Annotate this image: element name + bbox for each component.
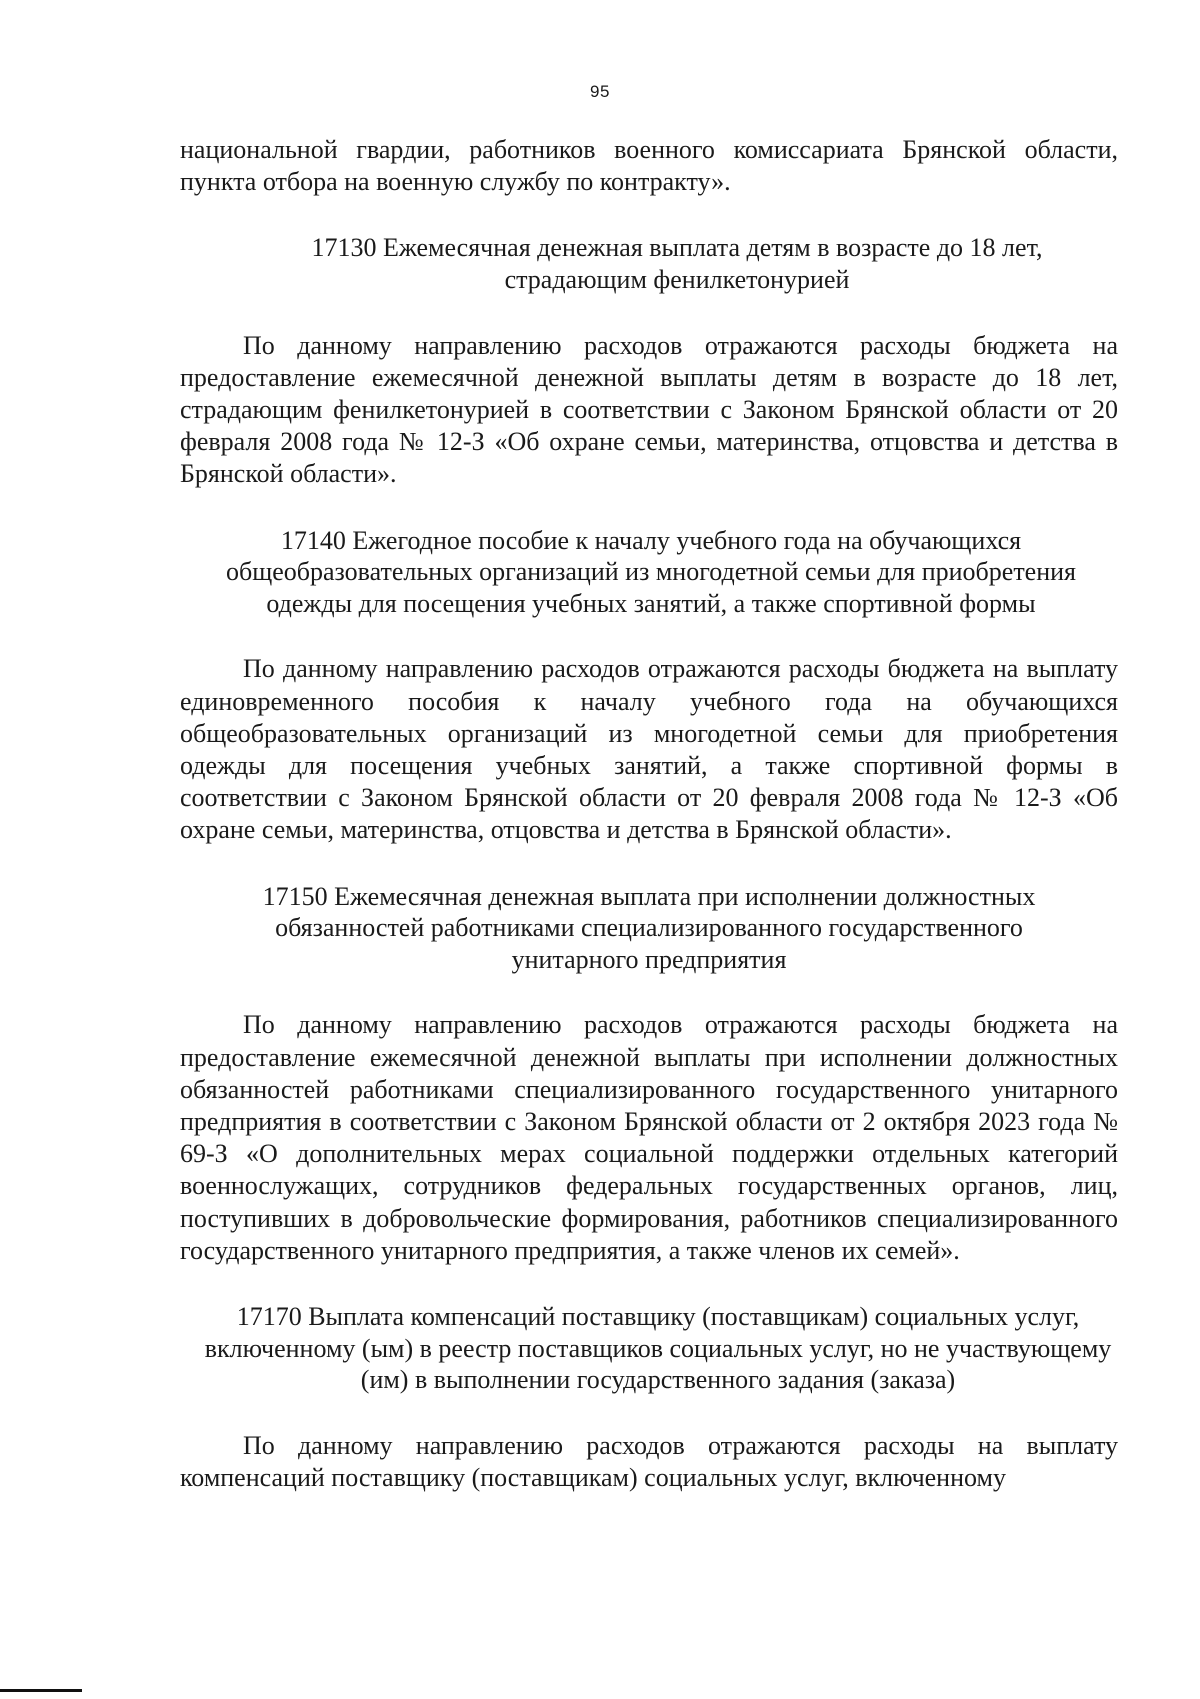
section-heading-17150: 17150 Ежемесячная денежная выплата при исполнении должностных обязанностей работниками специализированного государственного унитарного предприятия xyxy=(262,881,1036,974)
section-heading-17170: 17170 Выплата компенсаций поставщику (поставщикам) социальных услуг, включенному (ым) в реестр поставщиков социальных услуг, но не участвующему (им) в выполнении государственного задания (заказа) xyxy=(204,1302,1112,1395)
paragraph-continuation: национальной гвардии, работников военного комиссариата Брянской области, пункта отбора на военную службу по контракту». xyxy=(180,135,1118,197)
paragraph-17140: По данному направлению расходов отражаются расходы бюджета на выплату единовременного пособия к началу учебного года на обучающихся общеобразовательных организаций из многодетной семьи для приобретения одежды для посещения учебных занятий, а также спортивной формы в соответствии с Законом Брянской области от 20 февраля 2008 года № 12-З «Об охране семьи, материнства, отцовства и детства в Брянской области». xyxy=(180,654,1118,845)
paragraph-17150: По данному направлению расходов отражаются расходы бюджета на предоставление ежемесячной денежной выплаты при исполнении должностных обязанностей работниками специализированного государственного унитарного предприятия в соответствии с Законом Брянской области от 2 октября 2023 года № 69-З «О дополнительных мерах социальной поддержки отдельных категорий военнослужащих, сотрудников федеральных государственных органов, лиц, поступивших в добровольческие формирования, работников специализированного государственного унитарного предприятия, а также членов их семей». xyxy=(180,1010,1118,1265)
section-heading-17130: 17130 Ежемесячная денежная выплата детям в возрасте до 18 лет, страдающим фенилкетонурией xyxy=(311,233,1043,294)
section-heading-17140: 17140 Ежегодное пособие к началу учебного года на обучающихся общеобразовательных организаций из многодетной семьи для приобретения одежды для посещения учебных занятий, а также спортивной формы xyxy=(225,525,1077,618)
document-body xyxy=(180,134,1118,1494)
paragraph-17130: По данному направлению расходов отражаются расходы бюджета на предоставление ежемесячной денежной выплаты детям в возрасте до 18 лет, страдающим фенилкетонурией в соответствии с Законом Брянской области от 20 февраля 2008 года № 12-З «Об охране семьи, материнства, отцовства и детства в Брянской области». xyxy=(180,330,1118,489)
paragraph-17170: По данному направлению расходов отражаются расходы на выплату компенсаций поставщику (поставщикам) социальных услуг, включенному xyxy=(180,1430,1118,1492)
scan-edge-mark xyxy=(0,1689,82,1692)
page-number: 95 xyxy=(590,82,610,101)
